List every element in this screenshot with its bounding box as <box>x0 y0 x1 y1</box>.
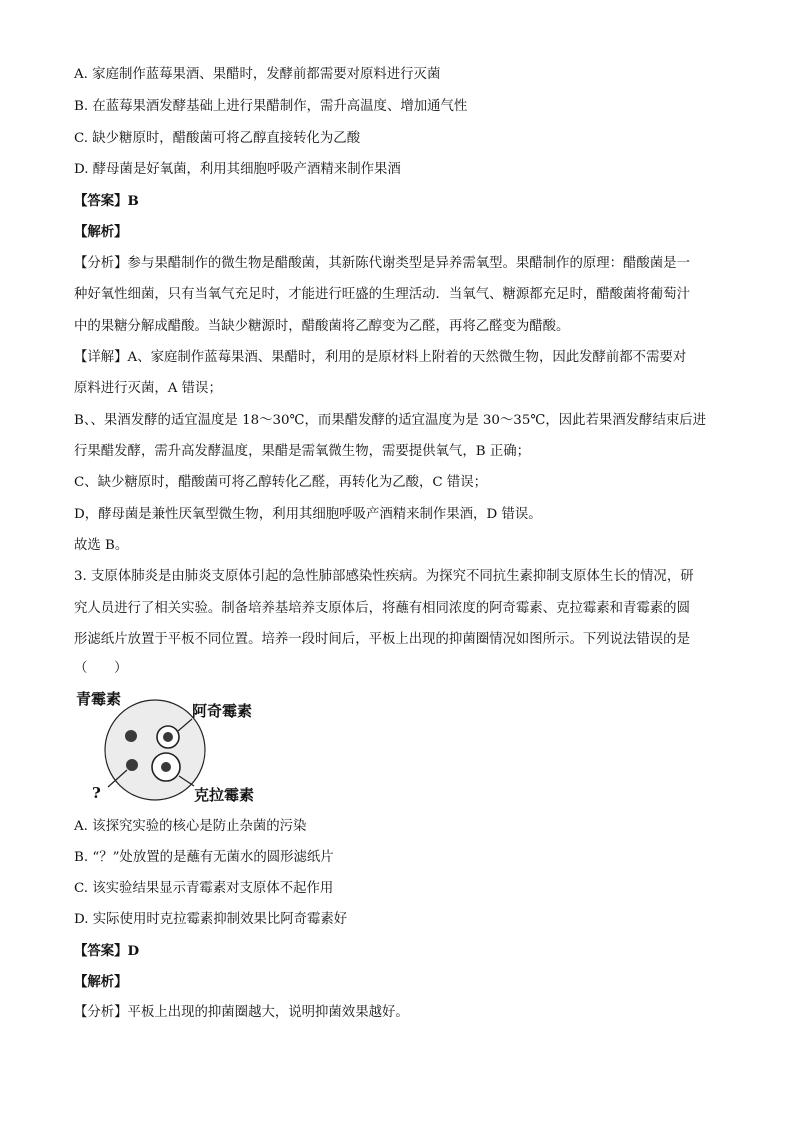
option-b: B. 在蓝莓果酒发酵基础上进行果醋制作，需升高温度、增加通气性 <box>74 99 468 114</box>
q3-analysis-line: 【分析】平板上出现的抑菌圈越大，说明抑菌效果越好。 <box>74 1005 409 1020</box>
clarithromycin-disc <box>161 762 171 772</box>
option-c: C. 缺少糖原时，醋酸菌可将乙醇直接转化为乙酸 <box>74 131 361 146</box>
label-unknown: ? <box>92 784 101 802</box>
detail-line-1: 【详解】A、家庭制作蓝莓果酒、果醋时，利用的是原材料上附着的天然微生物，因此发酵前都不需要对 <box>74 350 687 365</box>
q3-explanation-heading: 【解析】 <box>74 974 128 990</box>
question-bracket: （ ） <box>74 661 128 676</box>
answer-line: 【答案】B <box>74 193 139 209</box>
question-line-3: 形滤纸片放置于平板不同位置。培养一段时间后，平板上出现的抑菌圈情况如图所示。下列说法错误的是 <box>74 632 690 647</box>
azithromycin-disc <box>163 732 173 742</box>
option-d: D. 酵母菌是好氧菌，利用其细胞呼吸产酒精来制作果酒 <box>74 162 401 177</box>
petri-dish <box>105 700 205 800</box>
question-line-2: 究人员进行了相关实验。制备培养基培养支原体后，将蘸有相同浓度的阿奇霉素、克拉霉素和青霉素的圆 <box>74 601 690 616</box>
petri-dish-figure <box>70 688 270 806</box>
q3-option-d: D. 实际使用时克拉霉素抑制效果比阿奇霉素好 <box>74 912 348 927</box>
q3-option-c: C. 该实验结果显示青霉素对支原体不起作用 <box>74 881 334 896</box>
q3-option-b: B. “？”处放置的是蘸有无菌水的圆形滤纸片 <box>74 850 334 865</box>
label-penicillin: 青霉素 <box>76 690 122 708</box>
analysis-line-2: 种好氧性细菌，只有当氧气充足时，才能进行旺盛的生理活动．当氧气、糖源都充足时，醋酸菌将葡萄汁 <box>74 287 690 302</box>
label-clarithromycin: 克拉霉素 <box>194 786 255 804</box>
q3-answer-line: 【答案】D <box>74 943 140 959</box>
analysis-line-1: 【分析】参与果醋制作的微生物是醋酸菌，其新陈代谢类型是异养需氧型。果醋制作的原理：醋酸菌是一 <box>74 256 690 271</box>
q3-option-a: A. 该探究实验的核心是防止杂菌的污染 <box>74 819 307 834</box>
option-a: A. 家庭制作蓝莓果酒、果醋时，发酵前都需要对原料进行灭菌 <box>74 67 441 82</box>
explanation-heading: 【解析】 <box>74 224 128 240</box>
label-azithromycin: 阿奇霉素 <box>192 702 253 720</box>
analysis-line-3: 中的果糖分解成醋酸。当缺少糖源时，醋酸菌将乙醇变为乙醛，再将乙醛变为醋酸。 <box>74 319 570 334</box>
detail-line-6: D，酵母菌是兼性厌氧型微生物，利用其细胞呼吸产酒精来制作果酒，D 错误。 <box>74 507 542 522</box>
detail-line-4: 行果醋发酵，需升高发酵温度，果醋是需氧微生物，需要提供氧气，B 正确； <box>74 444 530 459</box>
penicillin-disc <box>125 730 137 742</box>
conclusion-line: 故选 B。 <box>74 538 129 553</box>
detail-line-2: 原料进行灭菌，A 错误； <box>74 381 222 396</box>
unknown-disc <box>126 759 138 771</box>
detail-line-5: C、缺少糖原时，醋酸菌可将乙醇转化乙醛，再转化为乙酸，C 错误； <box>74 475 488 490</box>
question-line-1: 3. 支原体肺炎是由肺炎支原体引起的急性肺部感染性疾病。为探究不同抗生素抑制支原体生长的情况，研 <box>74 569 694 584</box>
detail-line-3: B、、果酒发酵的适宜温度是 18～30℃，而果醋发酵的适宜温度为是 30～35℃，因此若果酒发酵结束后进 <box>74 413 706 428</box>
